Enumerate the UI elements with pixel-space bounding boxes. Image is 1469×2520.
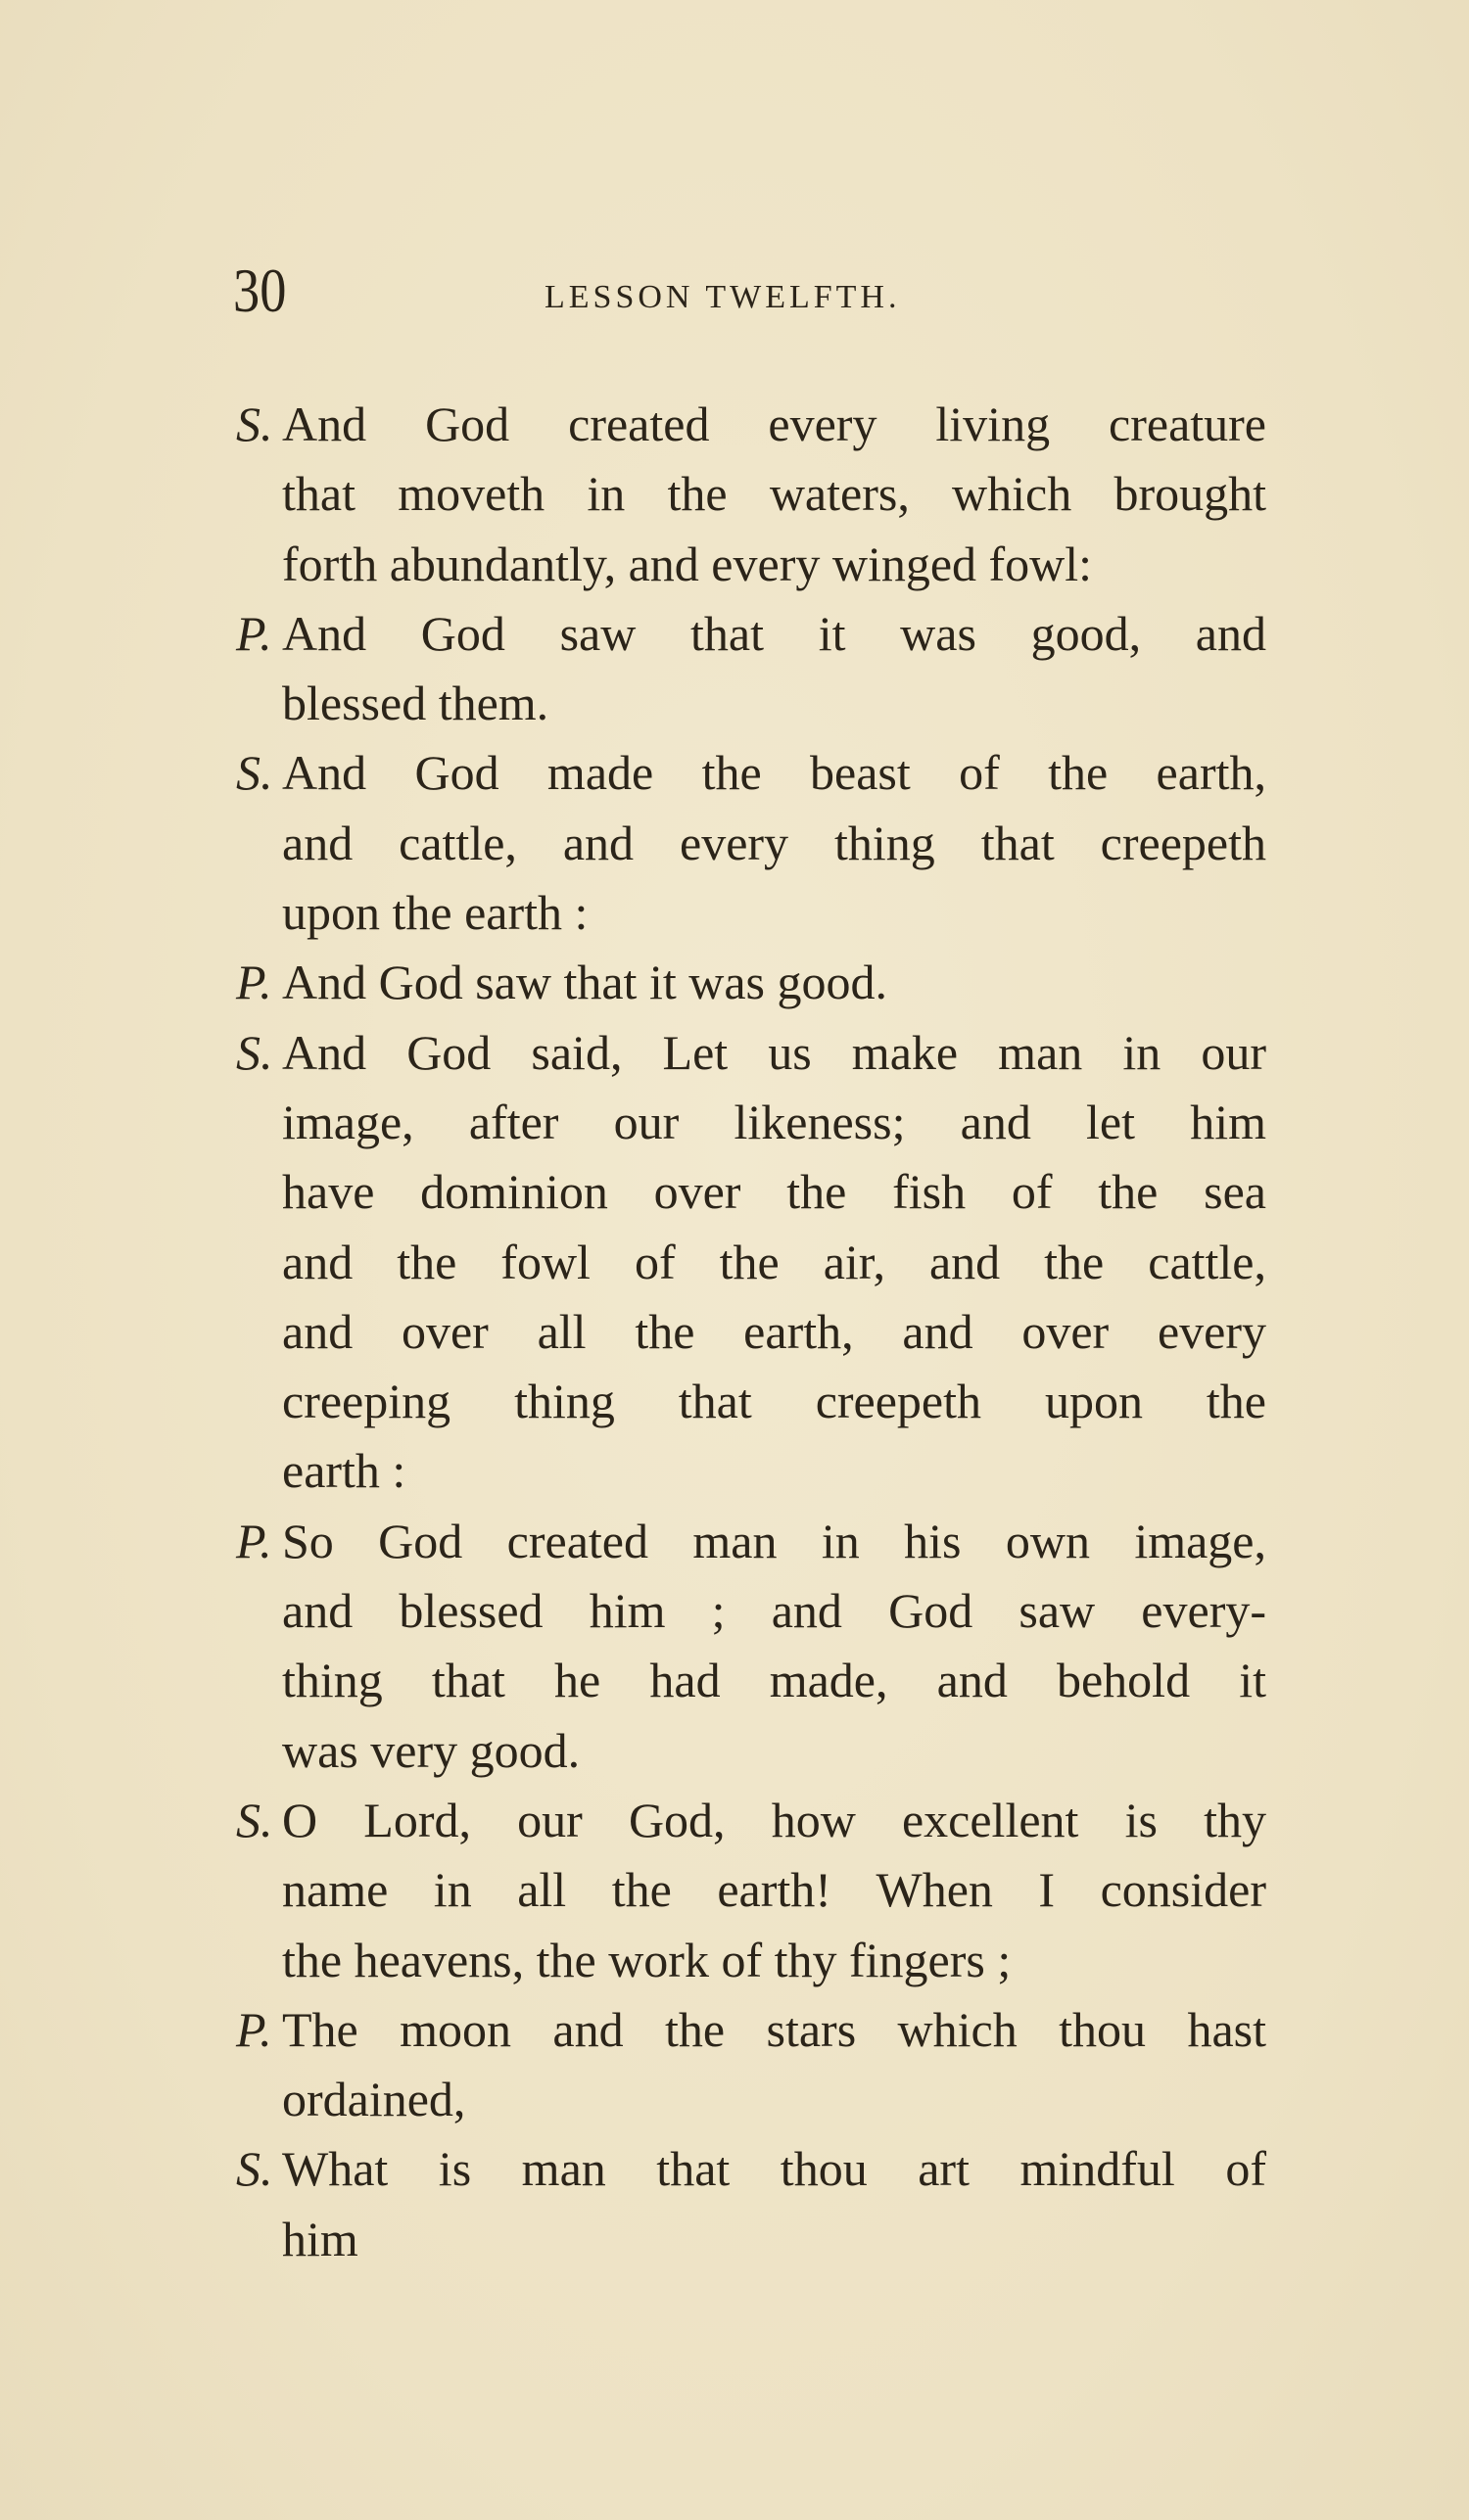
text-line — [236, 1716, 1266, 1786]
page-body-text — [236, 390, 1266, 2274]
speaker-label: P. — [236, 1513, 272, 1568]
speaker-label: S. — [236, 2141, 273, 2197]
text-line — [236, 1995, 1266, 2065]
line-text: that moveth in the waters, which brought — [282, 466, 1266, 522]
text-line — [236, 1576, 1266, 1646]
line-text: him — [282, 2211, 358, 2266]
line-text: So God created man in his own image, — [282, 1513, 1266, 1568]
text-line — [236, 1228, 1266, 1297]
text-line — [236, 738, 1266, 808]
line-text: thing that he had made, and behold it — [282, 1653, 1266, 1708]
line-text: What is man that thou art mindful of — [282, 2141, 1266, 2197]
line-text: the heavens, the work of thy fingers ; — [282, 1932, 1012, 1987]
speaker-label: S. — [236, 745, 273, 801]
line-text: The moon and the stars which thou hast — [282, 2001, 1266, 2057]
text-line — [236, 1855, 1266, 1925]
line-text: And God saw that it was good. — [282, 955, 887, 1010]
speaker-label: P. — [236, 2001, 272, 2057]
speaker-label: S. — [236, 1024, 273, 1080]
line-text: And God created every living creature — [282, 397, 1266, 451]
dialogue-paragraph — [236, 1507, 1266, 1786]
line-text: and blessed him ; and God saw every- — [282, 1583, 1266, 1639]
line-text: was very good. — [282, 1722, 581, 1778]
line-text: O Lord, our God, how excellent is thy — [282, 1792, 1266, 1847]
dialogue-paragraph — [236, 1995, 1266, 2135]
text-line — [236, 1786, 1266, 1855]
line-text: upon the earth : — [282, 885, 589, 941]
text-line — [236, 1646, 1266, 1715]
page-number: 30 — [233, 256, 287, 325]
line-text: forth abundantly, and every winged fowl: — [282, 536, 1093, 591]
line-text: creeping thing that creepeth upon the — [282, 1374, 1266, 1429]
text-line — [236, 1297, 1266, 1367]
text-line — [236, 948, 1266, 1017]
text-line — [236, 2134, 1266, 2204]
text-line — [236, 390, 1266, 459]
text-line — [236, 669, 1266, 738]
text-line — [236, 1436, 1266, 1506]
line-text: And God made the beast of the earth, — [282, 745, 1266, 801]
line-text: image, after our likeness; and let him — [282, 1094, 1266, 1149]
speaker-label: S. — [236, 1792, 273, 1847]
dialogue-paragraph — [236, 2134, 1266, 2274]
text-line — [236, 1926, 1266, 1995]
line-text: have dominion over the fish of the sea — [282, 1164, 1266, 1220]
speaker-label: P. — [236, 605, 272, 661]
line-text: And God said, Let us make man in our — [282, 1024, 1266, 1080]
text-line — [236, 599, 1266, 669]
text-line — [236, 878, 1266, 948]
dialogue-paragraph — [236, 1018, 1266, 1507]
speaker-label: P. — [236, 955, 272, 1010]
text-line — [236, 2065, 1266, 2134]
line-text: and over all the earth, and over every — [282, 1303, 1266, 1359]
dialogue-paragraph — [236, 738, 1266, 948]
running-title: LESSON TWELFTH. — [545, 279, 901, 315]
line-text: earth : — [282, 1443, 406, 1499]
text-line — [236, 1507, 1266, 1576]
text-line — [236, 1088, 1266, 1157]
text-line — [236, 2205, 1266, 2274]
dialogue-paragraph — [236, 1786, 1266, 1995]
text-line — [236, 1157, 1266, 1227]
line-text: blessed them. — [282, 676, 549, 731]
dialogue-paragraph — [236, 599, 1266, 739]
speaker-label: S. — [236, 397, 273, 451]
text-line — [236, 459, 1266, 529]
dialogue-paragraph — [236, 948, 1266, 1017]
line-text: ordained, — [282, 2072, 466, 2127]
line-text: name in all the earth! When I consider — [282, 1862, 1266, 1918]
line-text: and cattle, and every thing that creepeth — [282, 815, 1266, 870]
text-line — [236, 1367, 1266, 1436]
dialogue-paragraph — [236, 390, 1266, 599]
line-text: and the fowl of the air, and the cattle, — [282, 1234, 1266, 1289]
line-text: And God saw that it was good, and — [282, 605, 1266, 661]
text-line — [236, 809, 1266, 878]
text-line — [236, 530, 1266, 599]
text-line — [236, 1018, 1266, 1088]
